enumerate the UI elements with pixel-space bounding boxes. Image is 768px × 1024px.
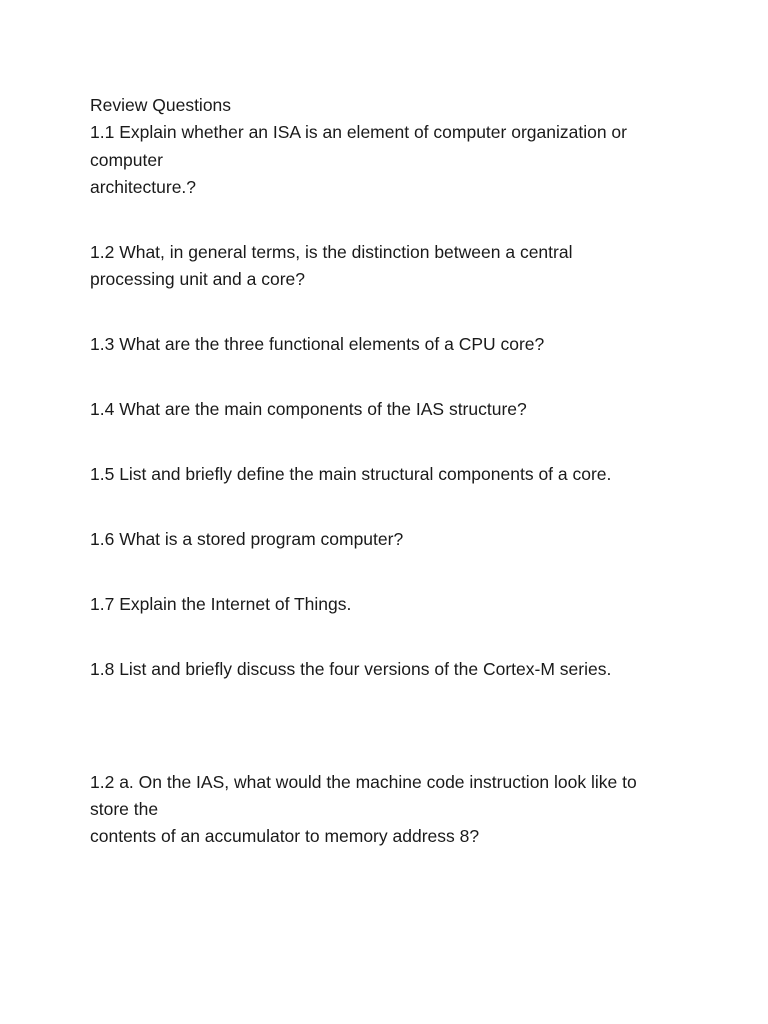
question-1-4: 1.4 What are the main components of the IAS structure? <box>90 399 527 419</box>
question-1-2-line-2: processing unit and a core? <box>90 269 305 289</box>
question-1-1-line-3: architecture.? <box>90 177 197 197</box>
question-1-6: 1.6 What is a stored program computer? <box>90 529 404 549</box>
question-1-7: 1.7 Explain the Internet of Things. <box>90 594 352 614</box>
page-heading: Review Questions <box>90 95 232 115</box>
problem-1-2-line-3: contents of an accumulator to memory address 8? <box>90 826 480 846</box>
question-1-2-line-1: 1.2 What, in general terms, is the distinction between a central <box>90 242 573 262</box>
question-1-3: 1.3 What are the three functional elements of a CPU core? <box>90 334 545 354</box>
problem-1-2-line-1: 1.2 a. On the IAS, what would the machine code instruction look like to <box>90 772 637 792</box>
question-1-5: 1.5 List and briefly define the main structural components of a core. <box>90 464 612 484</box>
question-1-1-line-2: computer <box>90 150 163 170</box>
problem-1-2-line-2: store the <box>90 799 159 819</box>
question-1-1-line-1: 1.1 Explain whether an ISA is an element of computer organization or <box>90 122 627 142</box>
question-1-8: 1.8 List and briefly discuss the four versions of the Cortex-M series. <box>90 659 612 679</box>
